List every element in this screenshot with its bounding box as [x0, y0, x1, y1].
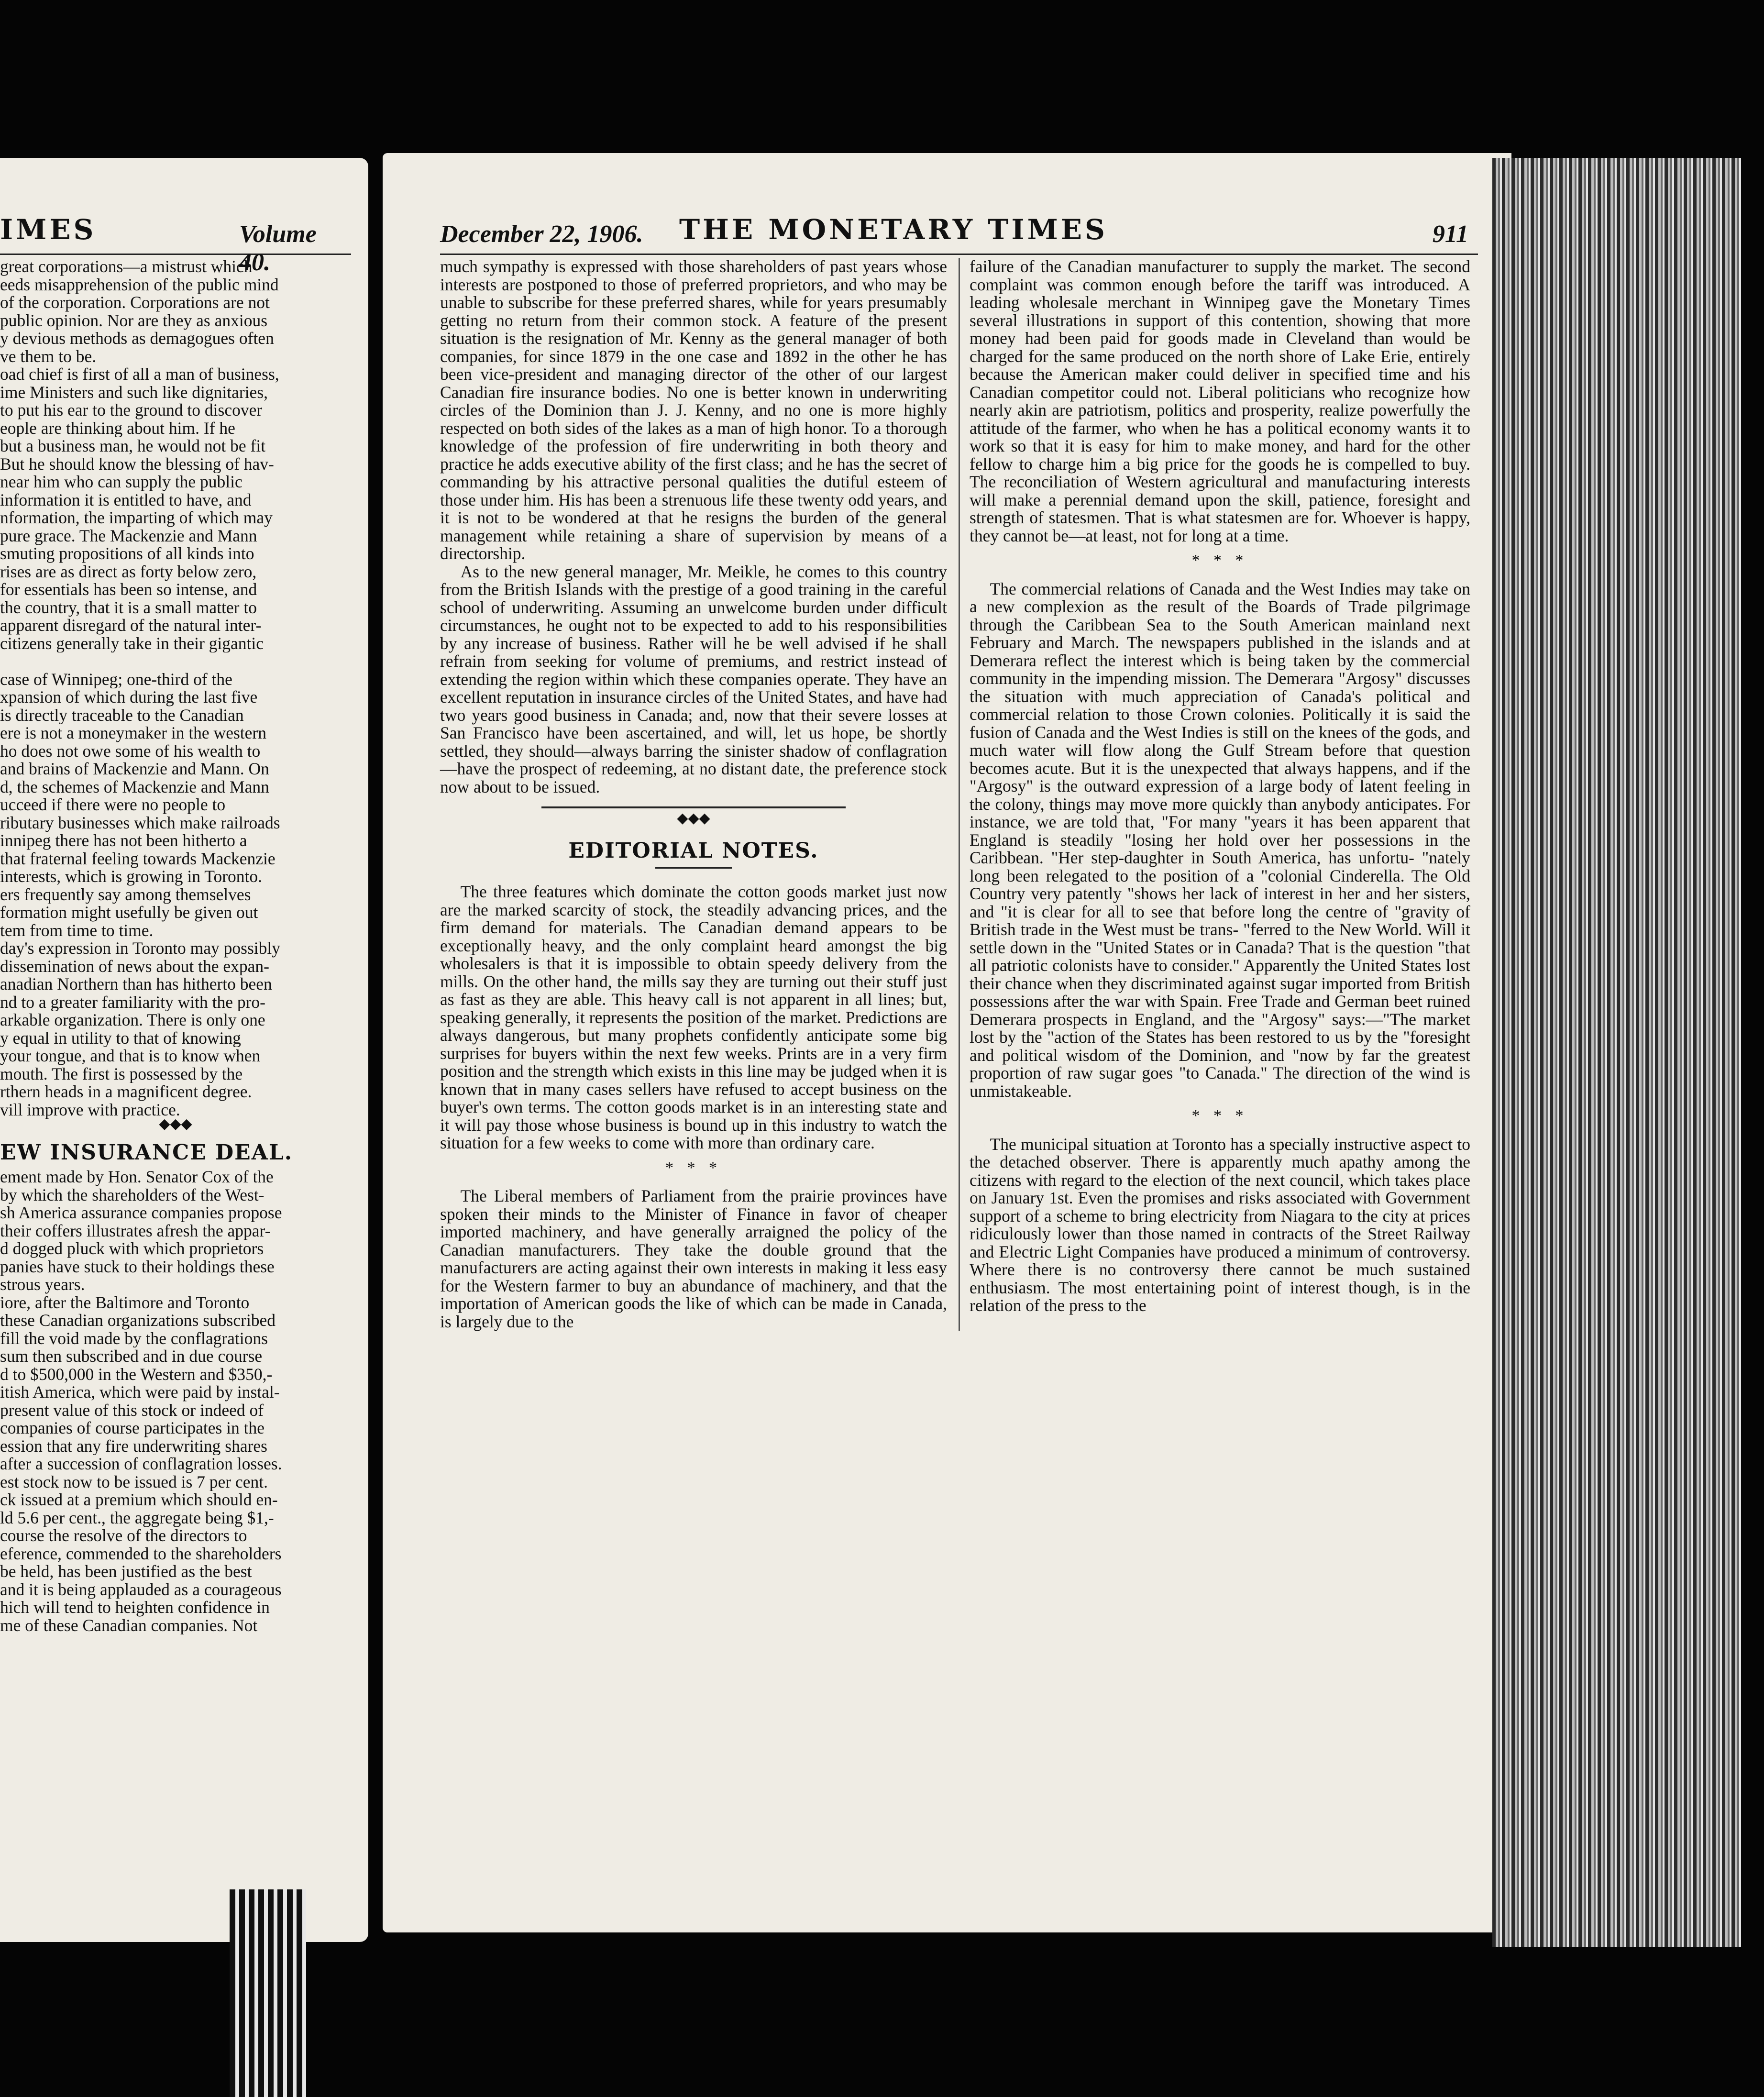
left-section-title: EW INSURANCE DEAL.: [0, 1140, 293, 1165]
text-line: that fraternal feeling towards Mackenzie: [0, 850, 276, 868]
page-number: 911: [1432, 221, 1468, 248]
text-line: nd to a greater familiarity with the pro-: [0, 993, 265, 1011]
paragraph: The commercial relations of Canada and the West Indies may take on a new complexion as the result of the Boards of Trade pilgrimage through the Caribbean Sea to the South American mainland next February and March. The newspapers published in the islands and at Demerara reflect the interest which is being taken by the commercial community in the impending mission. The Demerara "Argosy" discusses the situation with much appreciation of Canada's political and commercial relation to those Crown colonies. Politically it is said the fusion of Canada and the West Indies is still on the knees of the gods, and much water will flow along the Gulf Stream before that question becomes acute. But it is the unexpected that always happens, and if the "Argosy" is the outward expression of a large body of latent feeling in the colony, things may move more quickly than anybody anticipates. For instance, we are told that, "For many "years it has been apparent that England is steadily "losing her hold over her possessions in the Caribbean. "Her step-daughter in South America, has unfortu- "nately long been relegated to the position of a "colonial Cinderella. The Old Country very patently "shows her lack of interest in her and her sisters, and "it is clear for all to see that before long the centre of "gravity of British trade in the West must be trans- "ferred to the New World. Will it settle down in the "United States or in Canada? That is the question "that all patriotic colonists have to consider." Apparently the United States lost their chance when they discriminated against sugar imported from British possessions after the war with Spain. Free Trade and German beet ruined Demerara prospects in England, and the "Argosy" says:—"The market lost by the "action of the States has been restored to us by the "foresight and political wisdom of the Dominion, and "now by far the greatest proportion of raw sugar goes "to Canada." The direction of the wind is unmistakeable.: [970, 579, 1470, 1101]
title-underline: [655, 867, 732, 869]
left-page: [0, 158, 368, 1942]
text-line: ers frequently say among themselves: [0, 885, 251, 904]
text-line: rthern heads in a magnificent degree.: [0, 1083, 252, 1101]
section-title: EDITORIAL NOTES.: [568, 838, 819, 863]
text-line: your tongue, and that is to know when: [0, 1047, 261, 1065]
book-gutter-edges: [230, 1889, 306, 2097]
text-line: dissemination of news about the expan-: [0, 957, 269, 975]
text-line: ve them to be.: [0, 347, 97, 365]
text-line: formation might usefully be given out: [0, 904, 258, 922]
separator: * * *: [665, 1159, 722, 1177]
section-rule: [541, 806, 846, 808]
text-line: [0, 652, 351, 671]
separator: * * *: [1191, 1107, 1248, 1125]
text-line: est stock now to be issued is 7 per cent.: [0, 1473, 268, 1491]
text-line: me of these Canadian companies. Not: [0, 1616, 258, 1634]
paragraph: As to the new general manager, Mr. Meikle, he comes to this country from the British Islands with the prestige of a good training in the careful school of underwriting. Assuming an unwelcome burden under difficult circumstances, he ought not to be expected to add to his responsibilities by any increase of business. Rather will he be well advised if he shall refrain from seeking for volume of premiums, and restrict instead of extending the region within which these companies operate. They have an excellent reputation in insurance circles of the United States, and have had two years good business in Canada; and, now that their severe losses at San Francisco have been ascertained, and will, let us hope, be shortly settled, they should—always barring the sinister shadow of conflagration—have the prospect of redeeming, at no distant date, the preference stock now about to be issued.: [440, 562, 947, 796]
text-line: y devious methods as demagogues often: [0, 330, 274, 348]
text-line: eople are thinking about him. If he: [0, 419, 235, 437]
book-page-edges: [1492, 158, 1741, 1947]
column-2: [959, 258, 1470, 1331]
text-line: ucceed if there were no people to: [0, 796, 226, 814]
text-line: smuting propositions of all kinds into: [0, 545, 254, 563]
paragraph: failure of the Canadian manufacturer to supply the market. The second complaint was common enough before the tariff was introduced. A leading wholesale merchant in Winnipeg gave the Monetary Times several illustrations in support of this contention, showing that more money had been paid for goods made in Cleveland than would be charged for the same produced on the north shore of Lake Erie, entirely because the American maker could deliver in specified time and his Canadian competitor could not. Liberal politicians who recognize how nearly akin are patriotism, politics and prosperity, realize powerfully the attitude of the farmer, who when he has a political economy wants it to work so that it is easy for him to make money, and hard for the other fellow to charge him a big price for the goods he is compelled to buy. The reconciliation of Western agricultural and manufacturing interests will make a perennial demand upon the skill, patience, foresight and strength of statesmen. That is what statesmen are for. Whoever is happy, they cannot be—at least, not for long at a time.: [970, 257, 1470, 545]
text-line: and brains of Mackenzie and Mann. On: [0, 760, 269, 778]
text-line: panies have stuck to their holdings these: [0, 1258, 275, 1276]
text-line: d, the schemes of Mackenzie and Mann: [0, 778, 269, 796]
text-line: sum then subscribed and in due course: [0, 1347, 263, 1366]
text-line: ere is not a moneymaker in the western: [0, 724, 266, 742]
text-line: ho does not owe some of his wealth to: [0, 742, 261, 760]
paragraph: The Liberal members of Parliament from the prairie provinces have spoken their minds to the Minister of Finance in favor of cheaper imported machinery, and have generally arraigned the policy of the Canadian manufacturers. They take the double ground that the manufacturers are acting against their own interests in making it less easy for the Western farmer to buy an abundance of machinery, and that the importation of American goods the like of which can be made in Canada, is largely due to the: [440, 1186, 947, 1331]
text-line: to put his ear to the ground to discover: [0, 401, 263, 419]
text-line: interests, which is growing in Toronto.: [0, 868, 263, 886]
left-text-block-a: [0, 258, 351, 1119]
text-line: pure grace. The Mackenzie and Mann: [0, 527, 257, 545]
text-line: iore, after the Baltimore and Toronto: [0, 1293, 250, 1312]
text-line: But he should know the blessing of hav-: [0, 455, 274, 473]
masthead-title: THE MONETARY TIMES: [679, 213, 1108, 246]
text-line: itish America, which were paid by instal-: [0, 1383, 280, 1402]
text-line: but a business man, he would not be fit: [0, 437, 266, 455]
text-line: sh America assurance companies propose: [0, 1204, 282, 1222]
paragraph: The three features which dominate the cotton goods market just now are the marked scarcity of stock, the steadily advancing prices, and the firm demand for materials. The Canadian demand appears to be exceptionally heavy, and the only complaint heard amongst the big wholesalers is that it is impossible to obtain speedy delivery from the mills. On the other hand, the mills say they are turning out their stuff just as fast as they are able. This heavy call is not apparent in all lines; but, speaking generally, it represents the position of the market. Predictions are always dangerous, but many prophets confidently anticipate some big surprises for buyers within the next few weeks. Prints are in a very firm position and the strength which exists in this line may be judged when it is known that in many cases sellers have refused to accept business on the buyer's own terms. The cotton goods market is in an interesting state and it will pay those whose business is bound up in this industry to watch the situation for a few weeks to come with more than ordinary care.: [440, 882, 947, 1152]
text-line: and it is being applauded as a courageous: [0, 1580, 282, 1599]
ornament-divider: ◆◆◆: [677, 810, 710, 826]
paragraph: The municipal situation at Toronto has a specially instructive aspect to the detached observer. There is apparently much apathy among the citizens with regard to the election of the next council, which takes place on January 1st. Even the promises and risks associated with Government support of a scheme to bring electricity from Niagara to the city at prices ridiculously lower than those named in contracts of the Street Railway and Electric Light Companies have produced a minimum of controversy. Where there is no controversy there cannot be much sustained enthusiasm. The most entertaining point of interest though, is in the relation of the press to the: [970, 1134, 1470, 1315]
text-line: nformation, the imparting of which may: [0, 509, 273, 527]
text-line: eference, commended to the shareholders: [0, 1545, 282, 1563]
text-line: fill the void made by the conflagrations: [0, 1329, 268, 1347]
text-line: d to $500,000 in the Western and $350,-: [0, 1365, 273, 1383]
text-line: is directly traceable to the Canadian: [0, 706, 244, 724]
text-line: ime Ministers and such like dignitaries,: [0, 383, 268, 401]
column-1: [440, 258, 952, 1331]
left-column: [0, 258, 351, 1634]
left-text-block-b: [0, 1168, 351, 1634]
text-line: ck issued at a premium which should en-: [0, 1491, 278, 1509]
text-line: mouth. The first is possessed by the: [0, 1065, 243, 1083]
text-line: for essentials has been so intense, and: [0, 581, 257, 599]
text-line: by which the shareholders of the West-: [0, 1186, 265, 1204]
separator: * * *: [1191, 552, 1248, 569]
text-line: great corporations—a mistrust which: [0, 258, 253, 276]
text-line: hich will tend to heighten confidence in: [0, 1599, 270, 1617]
text-line: ement made by Hon. Senator Cox of the: [0, 1168, 274, 1186]
text-line: these Canadian organizations subscribed: [0, 1312, 276, 1330]
right-page-header: [440, 210, 1478, 255]
text-line: anadian Northern than has hitherto been: [0, 975, 272, 993]
text-line: strous years.: [0, 1276, 85, 1294]
text-line: oad chief is first of all a man of business,: [0, 365, 279, 384]
text-line: of the corporation. Corporations are not: [0, 294, 270, 312]
text-line: case of Winnipeg; one-third of the: [0, 670, 232, 688]
volume-number: Volume 40.: [239, 221, 317, 276]
text-line: near him who can supply the public: [0, 473, 243, 491]
text-line: after a succession of conflagration losses.: [0, 1455, 282, 1473]
text-line: their coffers illustrates afresh the appar-: [0, 1222, 271, 1240]
text-line: be held, has been justified as the best: [0, 1563, 252, 1581]
text-line: information it is entitled to have, and: [0, 491, 252, 509]
text-line: vill improve with practice.: [0, 1101, 180, 1119]
text-line: y equal in utility to that of knowing: [0, 1029, 241, 1047]
text-line: day's expression in Toronto may possibly: [0, 939, 281, 958]
issue-date: December 22, 1906.: [440, 221, 643, 248]
text-line: innipeg there has not been hitherto a: [0, 832, 247, 850]
text-line: d dogged pluck with which proprietors: [0, 1240, 264, 1258]
text-line: ributary businesses which make railroads: [0, 814, 280, 832]
paragraph: much sympathy is expressed with those shareholders of past years whose interests are postponed to those of preferred proprietors, and who may be unable to subscribe for these preferred shares, while for years presumably getting no return from their common stock. A feature of the present situation is the resignation of Mr. Kenny as the general manager of both companies, for since 1879 in the one case and 1892 in the other he has been vice-president and managing director of the other of our largest Canadian fire insurance bodies. No one is better known in underwriting circles of the Dominion than J. J. Kenny, and no one is more highly respected on both sides of the lakes as a man of high honor. To a thorough knowledge of the profession of fire underwriting in both theory and practice he adds executive ability of the first class; and he has the secret of commanding by his attractive personal qualities the dutiful esteem of those under him. His has been a strenuous life these twenty odd years, and it is not to be wondered at that he resigns the burden of the general management while retaining a share of supervision by means of a directorship.: [440, 257, 947, 563]
text-line: citizens generally take in their gigantic: [0, 634, 264, 652]
text-line: present value of this stock or indeed of: [0, 1401, 264, 1419]
text-line: apparent disregard of the natural inter-: [0, 617, 262, 635]
text-line: the country, that it is a small matter to: [0, 598, 257, 617]
text-line: public opinion. Nor are they as anxious: [0, 311, 268, 330]
text-line: xpansion of which during the last five: [0, 688, 258, 706]
ornament-divider: ◆◆◆: [159, 1116, 192, 1132]
text-line: companies of course participates in the: [0, 1419, 265, 1437]
text-line: arkable organization. There is only one: [0, 1011, 265, 1029]
text-line: tem from time to time.: [0, 921, 154, 939]
left-running-head: IMES: [0, 213, 97, 246]
article-columns: [440, 258, 1478, 1331]
text-line: ld 5.6 per cent., the aggregate being $1,-: [0, 1509, 274, 1527]
text-line: eeds misapprehension of the public mind: [0, 276, 279, 294]
text-line: course the resolve of the directors to: [0, 1527, 247, 1545]
text-line: rises are as direct as forty below zero,: [0, 563, 257, 581]
right-page: [383, 153, 1511, 1932]
text-line: ession that any fire underwriting shares: [0, 1437, 267, 1455]
